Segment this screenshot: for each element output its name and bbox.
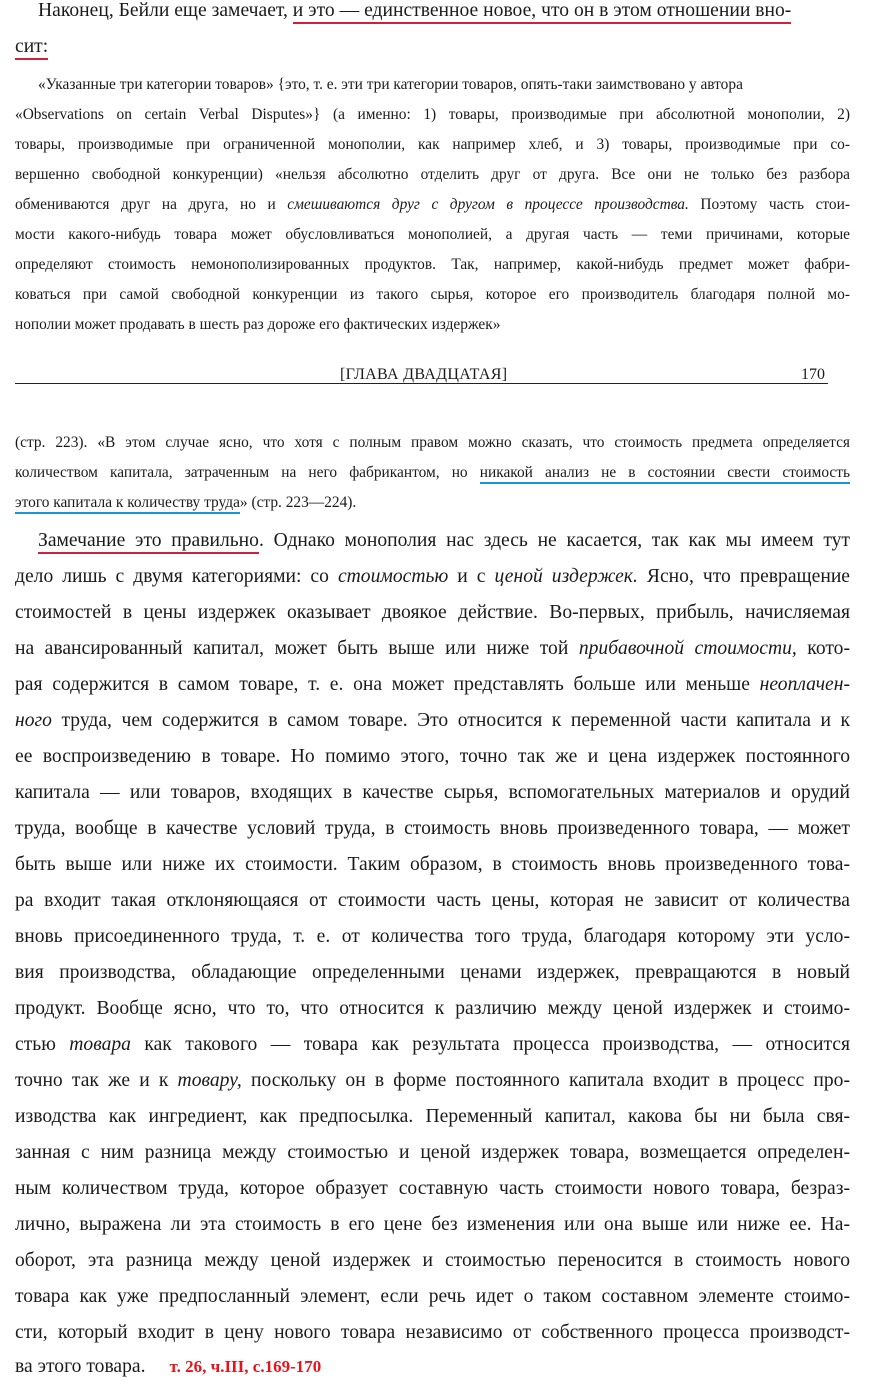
body-text: вновь присоединенного труда, т. е. от количества того труда, благодаря которому эти усло- [15,926,850,947]
body-line-11 [15,890,850,912]
quote-line-6 [15,226,850,244]
quote-line-2 [15,106,850,124]
body-line-4 [15,638,850,660]
body-text: ва этого товара. [15,1356,146,1377]
quote-text: товары, производимые при ограниченной монополии, как например хлеб, и 3) товары, производимые при со- [15,136,850,153]
body-line-3 [15,602,850,624]
body-text: изводства как ингредиент, как предпосылка. Переменный капитал, какова бы ни была свя- [15,1106,850,1127]
body-line-12 [15,926,850,948]
body-line-9 [15,818,850,840]
body-line-10 [15,854,850,876]
body-line-7 [15,746,850,768]
body-italic: ного [15,710,52,731]
page-header-title: [ГЛАВА ДВАДЦАТАЯ] [340,366,508,383]
highlight-red-3: Замечание это правильно [38,530,259,554]
body-line-24 [15,1356,850,1378]
body-text: стоимостей в цены издержек оказывает двоякое действие. Во-первых, прибыль, начисляемая [15,602,850,623]
body-line-16 [15,1070,850,1092]
header-divider [15,383,828,384]
quote-text: «Указанные три категории товаров» {это, т. е. эти три категории товаров, опять-таки заимствовано у автора [38,76,743,93]
body-text: . Однако монополия нас здесь не касается, так как мы имеем тут [258,530,850,551]
quote-text: мости какого-нибудь товара может обусловливаться монополией, а другая часть — теми причинами, которые [15,226,850,243]
body-line-2 [15,566,850,588]
quote-text: «Observations on certain Verbal Disputes»} (а именно: 1) товары, производимые при абсолютной монополии, 2) [15,106,850,123]
quote-line-8 [15,286,850,304]
body-text: труда, чем содержится в самом товаре. Это относится к переменной части капитала и к [51,710,850,731]
intro-line-2 [15,36,850,58]
quote-line-7 [15,256,850,274]
body-line-5 [15,674,850,696]
body-line-21 [15,1250,850,1272]
body-text: вия производства, обладающие определенными ценами издержек, превращаются в новый [15,962,850,983]
body-text: капитала — или товаров, входящих в качестве сырья, вспомогательных материалов и орудий [15,782,850,803]
body-line-1 [38,530,850,552]
body-line-18 [15,1142,850,1164]
quote-line-4 [15,166,850,184]
quote-line-3 [15,136,850,154]
body-italic: товара [69,1034,131,1055]
body-text: точно так же и к [15,1070,178,1091]
quote-text: вершенно свободной конкуренции) «нельзя абсолютно отделить друг от друга. Все они не только без разбора [15,166,850,183]
body-text: быть выше или ниже их стоимости. Таким образом, в стоимость вновь произведенного това- [15,854,850,875]
body-text: Ясно, что превращение [637,566,851,587]
body-text: ее воспроизведению в товаре. Но помимо этого, точно так же и цена издержек постоянного [15,746,850,767]
body-text: дело лишь с двумя категориями: со [15,566,338,587]
body-line-23 [15,1322,850,1344]
body-italic: неоплачен- [759,674,850,695]
quote-text: нополии может продавать в шесть раз дороже его фактических издержек» [15,316,501,333]
body-text: стью [15,1034,70,1055]
intro-text: Наконец, Бейли еще замечает, [38,0,293,21]
highlight-blue-2: этого капитала к количеству труда [15,494,240,514]
quote-text: » (стр. 223—224). [239,494,357,511]
body-text: продукт. Вообще ясно, что то, что относится к различию между ценой издержек и стоимо- [15,998,850,1019]
quote-text: определяют стоимость немонополизированных продуктов. Так, например, какой-нибудь предмет может фабри- [15,256,850,273]
body-line-6 [15,710,850,732]
quote2-line-3 [15,494,850,512]
page-number: 170 [801,366,825,383]
body-text: рая содержится в самом товаре, т. е. она может представлять больше или меньше [15,674,760,695]
highlight-blue-1: никакой анализ не в состоянии свести стоимость [480,464,850,484]
quote-text: (стр. 223). «В этом случае ясно, что хотя с полным правом можно сказать, что стоимость предмета определяется [15,434,850,451]
quote-text: обмениваются друг на друга, но и [15,196,288,213]
body-italic: стоимостью [337,566,449,587]
quote-text: количеством капиталa, затраченным на него фабрикантом, но [15,464,480,481]
body-text: ным количеством труда, которое образует составную часть стоимости нового товара, безраз- [15,1178,850,1199]
body-text: сти, который входит в цену нового товара независимо от собственного процесса производст- [15,1322,850,1343]
body-text: занная с ним разница между стоимостью и ценой издержек товара, возмещается определен- [15,1142,850,1163]
body-text: и с [448,566,495,587]
body-text: оборот, эта разница между ценой издержек и стоимостью переносится в стоимость нового [15,1250,850,1271]
highlight-red-1: и это — единственное новое, что он в этом отношении вно- [293,0,792,24]
body-text: поскольку он в форме постоянного капитала входит в процесс про- [241,1070,850,1091]
body-line-8 [15,782,850,804]
highlight-red-2: сит: [15,36,48,60]
quote-text: коваться при самой свободной конкуренции из такого сырья, которое его производитель благодаря полной мо- [15,286,850,303]
body-text: ра входит такая отклоняющаяся от стоимости часть цены, которая не зависит от количества [15,890,850,911]
body-text: товара как уже предпосланный элемент, если речь идет о таком составном элементе стоимо- [15,1286,850,1307]
intro-line-1 [38,0,850,22]
quote2-line-2 [15,464,850,482]
body-text: труда, вообще в качестве условий труда, в стоимость вновь произведенного товара, — может [15,818,850,839]
quote2-line-1 [15,434,850,452]
body-text: как такового — товара как результата процесса производства, — относится [130,1034,851,1055]
quote-line-1 [38,76,850,94]
body-line-15 [15,1034,850,1056]
body-text: лично, выражена ли эта стоимость в его цене без изменения или она выше или ниже ее. На- [15,1214,850,1235]
body-line-13 [15,962,850,984]
body-italic: ценой издержек. [494,566,638,587]
body-italic: товару, [177,1070,242,1091]
quote-line-9 [15,316,850,334]
body-line-20 [15,1214,850,1236]
body-line-14 [15,998,850,1020]
quote-text: Поэтому часть стои- [688,196,850,213]
body-text: кото- [796,638,850,659]
quote-italic: смешиваются друг с другом в процессе производства. [287,196,689,213]
body-line-22 [15,1286,850,1308]
body-text: на авансированный капитал, может быть выше или ниже той [15,638,579,659]
body-line-17 [15,1106,850,1128]
body-italic: прибавочной стоимости, [578,638,797,659]
source-citation: т. 26, ч.III, с.169-170 [169,1357,322,1376]
body-line-19 [15,1178,850,1200]
quote-line-5 [15,196,850,214]
